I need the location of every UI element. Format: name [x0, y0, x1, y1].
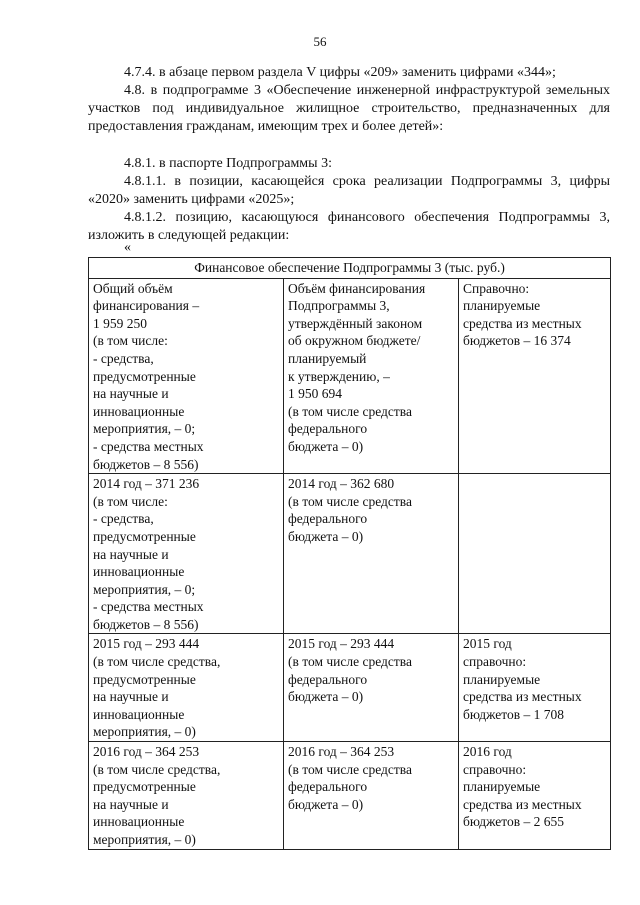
cell-text-line: - средства местных [93, 438, 204, 454]
paragraph-4-8-1-1: 4.8.1.1. в позиции, касающейся срока реализации Подпрограммы 3, цифры «2020» заменить цифрами «2025»; [88, 174, 610, 207]
cell-text-line: федерального [288, 779, 368, 795]
cell-text-line: (в том числе: [93, 493, 168, 509]
cell-text-line: 2014 год – 371 236 [93, 476, 200, 492]
total-financing-cell [89, 742, 284, 850]
cell-text-line: инновационные [93, 403, 185, 419]
page-number: 56 [313, 34, 327, 49]
cell-text-line: (в том числе средства [288, 403, 412, 419]
cell-text-line: мероприятия, – 0; [93, 421, 196, 437]
cell-text-line: 2015 год [463, 636, 512, 652]
cell-text-line: на научные и [93, 689, 169, 705]
reference-cell [459, 278, 611, 474]
cell-text-line: мероприятия, – 0) [93, 832, 196, 847]
cell-text-line: утверждённый законом [288, 315, 423, 331]
cell-text-line: - средства, [93, 511, 154, 527]
cell-text-line: 2014 год – 362 680 [288, 476, 395, 492]
cell-text-line: - средства местных [93, 599, 204, 615]
table-row [89, 742, 611, 850]
reference-cell [459, 742, 611, 850]
cell-text-line: (в том числе: [93, 333, 168, 349]
reference-cell [459, 634, 611, 742]
cell-text-line: мероприятия, – 0) [93, 724, 196, 740]
cell-text-line: 2016 год – 364 253 [93, 744, 200, 760]
cell-text-line: 2016 год – 364 253 [288, 744, 395, 760]
cell-text-line: бюджета – 0) [288, 796, 364, 812]
cell-text-line: средства из местных [463, 315, 582, 331]
subprogram-financing-cell [284, 634, 459, 742]
total-financing-cell [89, 474, 284, 634]
cell-text-line: инновационные [93, 814, 185, 830]
cell-text-line: (в том числе средства [288, 493, 412, 509]
subprogram-financing-cell [284, 742, 459, 850]
cell-text-line: федерального [288, 671, 368, 687]
cell-text-line: к утверждению, – [288, 368, 390, 384]
cell-text-line: бюджетов – 16 374 [463, 333, 571, 349]
table-body [89, 278, 611, 849]
cell-text-line: бюджета – 0) [288, 438, 364, 454]
financing-table [88, 257, 611, 850]
cell-text-line: планируемые [463, 671, 541, 687]
amendment-paragraph-4 [88, 173, 610, 209]
amendment-paragraph-3 [88, 155, 610, 173]
cell-text-line: планируемый [288, 350, 367, 366]
amendment-paragraph-1 [88, 64, 610, 82]
cell-text-line: бюджета – 0) [288, 689, 364, 705]
cell-text-line: на научные и [93, 796, 169, 812]
cell-text-line: предусмотренные [93, 528, 196, 544]
cell-text-line: на научные и [93, 386, 169, 402]
total-financing-cell [89, 634, 284, 742]
paragraph-4-7-4: 4.7.4. в абзаце первом раздела V цифры «209» заменить цифрами «344»; [124, 65, 556, 80]
cell-text-line: 2015 год – 293 444 [288, 636, 395, 652]
amendment-paragraph-2 [88, 82, 610, 136]
paragraph-4-8-1-2: 4.8.1.2. позицию, касающуюся финансового обеспечения Подпрограммы 3, изложить в следующей редакции: [88, 210, 610, 243]
cell-text-line: (в том числе средства, [93, 654, 221, 670]
quote-open [88, 239, 610, 257]
cell-text-line: бюджета – 0) [288, 528, 364, 544]
cell-text-line: (в том числе средства [288, 654, 412, 670]
cell-text-line: предусмотренные [93, 368, 196, 384]
cell-text-line: мероприятия, – 0; [93, 581, 196, 597]
cell-text-line: предусмотренные [93, 671, 196, 687]
subprogram-financing-cell [284, 278, 459, 474]
paragraph-4-8-1: 4.8.1. в паспорте Подпрограммы 3: [124, 156, 332, 171]
cell-text-line: 1 950 694 [288, 386, 342, 402]
cell-text-line: Справочно: [463, 280, 530, 296]
cell-text-line: Подпрограммы 3, [288, 298, 390, 314]
cell-text-line: об окружном бюджете/ [288, 333, 421, 349]
cell-text-line: на научные и [93, 546, 169, 562]
cell-text-line: инновационные [93, 706, 185, 722]
cell-text-line: средства из местных [463, 796, 582, 812]
cell-text-line: 2015 год – 293 444 [93, 636, 200, 652]
cell-text-line: справочно: [463, 761, 527, 777]
cell-text-line: справочно: [463, 654, 527, 670]
table-row [89, 278, 611, 474]
opening-quote-mark: « [124, 240, 131, 255]
table-row [89, 474, 611, 634]
cell-text-line: инновационные [93, 564, 185, 580]
cell-text-line: Объём финансирования [288, 280, 426, 296]
cell-text-line: Общий объём [93, 280, 173, 296]
cell-text-line: предусмотренные [93, 779, 196, 795]
cell-text-line: - средства, [93, 350, 154, 366]
cell-text-line: федерального [288, 511, 368, 527]
cell-text-line: 1 959 250 [93, 315, 147, 331]
cell-text-line: финансирования – [93, 298, 200, 314]
cell-text-line: (в том числе средства [288, 761, 412, 777]
cell-text-line: бюджетов – 1 708 [463, 706, 564, 722]
reference-cell [459, 474, 611, 634]
subprogram-financing-cell [284, 474, 459, 634]
paragraph-4-8: 4.8. в подпрограмме 3 «Обеспечение инженерной инфраструктурой земельных участков под индивидуальное жилищное строительство, предназначенных для предоставления гражданам, имеющим трех и более детей»: [88, 83, 610, 134]
cell-text-line: планируемые [463, 298, 541, 314]
cell-text-line: планируемые [463, 779, 541, 795]
cell-text-line: бюджетов – 8 556) [93, 456, 199, 472]
cell-text-line: федерального [288, 421, 368, 437]
table-row [89, 634, 611, 742]
cell-text-line: (в том числе средства, [93, 761, 221, 777]
cell-text-line: бюджетов – 8 556) [93, 616, 199, 632]
cell-text-line: 2016 год [463, 744, 512, 760]
cell-text-line: бюджетов – 2 655 [463, 814, 564, 830]
table-caption: Финансовое обеспечение Подпрограммы 3 (тыс. руб.) [89, 258, 611, 279]
total-financing-cell [89, 278, 284, 474]
cell-text-line: средства из местных [463, 689, 582, 705]
